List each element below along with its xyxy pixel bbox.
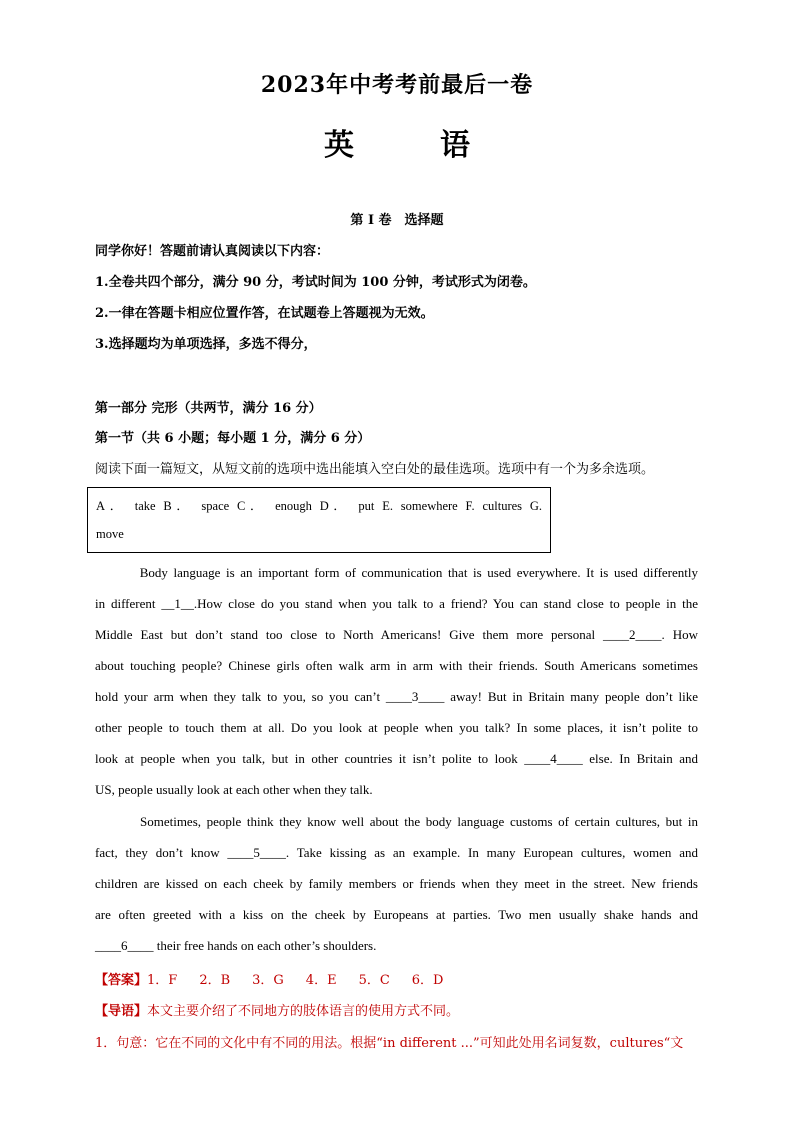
answer-line: [95, 969, 465, 988]
passage-line: US, people usually look at each other when they talk.: [95, 782, 373, 797]
instruction-2: 2.一律在答题卡相应位置作答，在试题卷上答题视为无效。: [95, 306, 434, 321]
instruction-1: 1.全卷共四个部分，满分 90 分，考试时间为 100 分钟，考试形式为闭卷。: [95, 275, 536, 290]
passage-line: other people to touch them at all. Do you look at people when you talk? In some places, it isn’t polite to: [95, 720, 698, 735]
passage-line: ____6____ their free hands on each other’s shoulders.: [95, 938, 377, 953]
greeting: 同学你好！答题前请认真阅读以下内容：: [95, 244, 330, 259]
answer-item: 4．E: [305, 973, 337, 988]
options-line-1: A． take B． space C． enough D． put E. somewhere F. cultures G.: [96, 499, 542, 513]
exam-title: 2023年中考考前最后一卷: [260, 72, 534, 98]
passage-line: Sometimes, people think they know well about the body language customs of certain cultures, but in: [95, 814, 698, 829]
answer-item: 5．C: [358, 973, 390, 988]
answer-label: 【答案】: [95, 973, 148, 988]
answer-item: 1．F: [147, 973, 178, 988]
answer-item: 6．D: [411, 973, 444, 988]
volume-label: 第 I 卷 选择题: [350, 213, 444, 228]
passage-line: look at people when you talk, but in other countries it isn’t polite to look ____4____ else. In Britain and: [95, 751, 698, 766]
explanation-line: 1．句意：它在不同的文化中有不同的用法。根据“in different ...”可知此处用名词复数，cultures“文: [95, 1036, 684, 1051]
passage-line: children are kissed on each cheek by family members or friends when they meet in the street. New friends: [95, 876, 698, 891]
passage-line: Body language is an important form of communication that is used everywhere. It is used differently: [95, 565, 698, 580]
passage-line: Middle East but don’t stand too close to North Americans! Give them more personal ____2____. How: [95, 627, 698, 642]
subsection-title: 第一节（共 6 小题；每小题 1 分，满分 6 分）: [95, 431, 371, 446]
passage-line: fact, they don’t know ____5____. Take kissing as an example. In many European cultures, women and: [95, 845, 698, 860]
guide-line: [95, 1000, 459, 1019]
passage-line: about touching people? Chinese girls often walk arm in arm with their friends. South Americans sometimes: [95, 658, 698, 673]
answer-item: 3．G: [252, 973, 284, 988]
passage-line: in different __1__.How close do you stand when you talk to a friend? You can stand close to people in the: [95, 596, 698, 611]
guide-text: 本文主要介绍了不同地方的肢体语言的使用方式不同。: [147, 1004, 460, 1019]
part-title: 第一部分 完形（共两节，满分 16 分）: [95, 401, 322, 416]
guide-label: 【导语】: [95, 1004, 148, 1019]
passage-line: are often greeted with a kiss on the cheek by Europeans at parties. Two men usually shake hands and: [95, 907, 698, 922]
subject-title: 英 语: [324, 128, 498, 163]
passage-line: hold your arm when they talk to you, so you can’t ____3____ away! But in Britain many people don’t like: [95, 689, 698, 704]
answer-items: [147, 973, 465, 988]
answer-item: 2．B: [199, 973, 231, 988]
options-line-2: move: [96, 527, 124, 541]
instruction-3: 3.选择题均为单项选择，多选不得分，: [95, 337, 317, 352]
directions: 阅读下面一篇短文，从短文前的选项中选出能填入空白处的最佳选项。选项中有一个为多余选项。: [95, 462, 655, 477]
options-box: [87, 487, 551, 553]
